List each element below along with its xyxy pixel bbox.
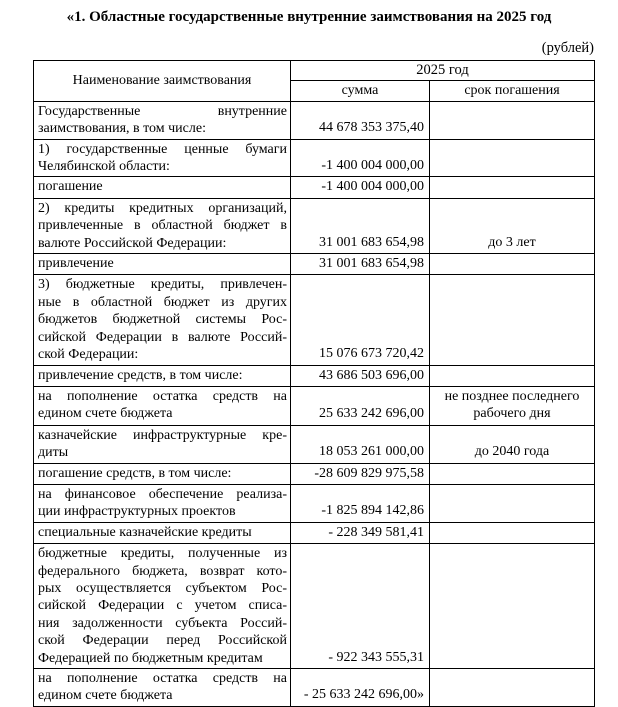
amount-cell: 15 076 673 720,42 bbox=[291, 275, 430, 365]
table-row bbox=[34, 463, 595, 484]
table-row bbox=[34, 522, 595, 543]
borrowing-name-cell bbox=[34, 365, 291, 386]
amount-cell: -1 825 894 142,86 bbox=[291, 484, 430, 522]
header-row-year bbox=[34, 61, 595, 81]
borrowing-name-cell bbox=[34, 177, 291, 198]
table-row bbox=[34, 139, 595, 177]
column-header-year: 2025 год bbox=[291, 61, 595, 81]
borrowing-name-line: специальные казначейские кредиты bbox=[38, 524, 252, 540]
borrowing-name-line: валюте Российской Федерации: bbox=[38, 235, 227, 251]
table-row bbox=[34, 484, 595, 522]
borrowing-name-cell bbox=[34, 254, 291, 275]
amount-cell: 25 633 242 696,00 bbox=[291, 386, 430, 425]
amount-cell: 18 053 261 000,00 bbox=[291, 425, 430, 463]
borrowing-name-line: ции инфраструктурных проектов bbox=[38, 504, 236, 520]
table-row bbox=[34, 544, 595, 669]
borrowing-name-line: Федерацией по бюджетным кредитам bbox=[38, 650, 263, 666]
table-row bbox=[34, 177, 595, 198]
borrowing-name-cell bbox=[34, 484, 291, 522]
borrowing-name-line: привлеченные в областной бюджет в bbox=[38, 218, 287, 234]
repayment-term-cell bbox=[430, 275, 595, 365]
borrowing-name-cell bbox=[34, 198, 291, 253]
repayment-term-cell bbox=[430, 177, 595, 198]
borrowing-name-cell bbox=[34, 275, 291, 365]
repayment-term-cell bbox=[430, 386, 595, 425]
repayment-term-cell bbox=[430, 254, 595, 275]
table-body bbox=[34, 101, 595, 706]
table-row bbox=[34, 275, 595, 365]
borrowing-name-line: 2) кредиты кредитных организаций, bbox=[38, 200, 287, 216]
borrowing-name-line: диты bbox=[38, 445, 69, 461]
amount-cell: -1 400 004 000,00 bbox=[291, 139, 430, 177]
borrowing-name-line: погашение bbox=[38, 179, 103, 195]
table-header bbox=[34, 61, 595, 102]
borrowings-table bbox=[33, 60, 595, 707]
amount-cell: 44 678 353 375,40 bbox=[291, 101, 430, 139]
borrowing-name-line: бюджетов бюджетной системы Рос- bbox=[38, 312, 287, 328]
table-row bbox=[34, 365, 595, 386]
borrowing-name-cell bbox=[34, 544, 291, 669]
table-row bbox=[34, 669, 595, 707]
repayment-term-cell bbox=[430, 198, 595, 253]
borrowing-name-line: ния задолженности субъекта Россий- bbox=[38, 615, 287, 631]
borrowing-name-cell bbox=[34, 425, 291, 463]
amount-cell: - 922 343 555,31 bbox=[291, 544, 430, 669]
table-row bbox=[34, 425, 595, 463]
borrowing-name-line: погашение средств, в том числе: bbox=[38, 465, 232, 481]
borrowing-name-line: 3) бюджетные кредиты, привлечен- bbox=[38, 277, 287, 293]
repayment-term-cell bbox=[430, 425, 595, 463]
borrowing-name-line: федерального бюджета, возврат кото- bbox=[38, 563, 287, 579]
borrowing-name-line: сийской Федерации с учетом списа- bbox=[38, 598, 287, 614]
borrowing-name-line: рых осуществляется субъектом Рос- bbox=[38, 580, 287, 596]
table-row bbox=[34, 101, 595, 139]
repayment-term-cell bbox=[430, 101, 595, 139]
column-header-term: срок погашения bbox=[430, 81, 595, 101]
table-row bbox=[34, 198, 595, 253]
borrowing-name-cell bbox=[34, 522, 291, 543]
table-row bbox=[34, 254, 595, 275]
table-row bbox=[34, 386, 595, 425]
repayment-term-cell bbox=[430, 544, 595, 669]
amount-cell: -1 400 004 000,00 bbox=[291, 177, 430, 198]
repayment-term-line: не позднее последнего bbox=[444, 388, 580, 404]
borrowing-name-cell bbox=[34, 139, 291, 177]
amount-cell: - 228 349 581,41 bbox=[291, 522, 430, 543]
borrowing-name-line: привлечение средств, в том числе: bbox=[38, 367, 243, 383]
borrowing-name-line: 1) государственные ценные бумаги bbox=[38, 141, 287, 157]
amount-cell: 43 686 503 696,00 bbox=[291, 365, 430, 386]
borrowing-name-cell bbox=[34, 386, 291, 425]
borrowing-name-line: ской Федерации: bbox=[38, 347, 139, 363]
borrowing-name-line: Челябинской области: bbox=[38, 159, 170, 175]
borrowing-name-line: едином счете бюджета bbox=[38, 406, 173, 422]
borrowing-name-line: на пополнение остатка средств на bbox=[38, 671, 287, 686]
borrowing-name-line: бюджетные кредиты, полученные из bbox=[38, 546, 287, 562]
amount-cell: -28 609 829 975,58 bbox=[291, 463, 430, 484]
borrowing-name-line: на пополнение остатка средств на bbox=[38, 388, 287, 404]
repayment-term-cell bbox=[430, 463, 595, 484]
repayment-term-cell bbox=[430, 669, 595, 707]
borrowing-name-line: Государственные внутренние bbox=[38, 103, 287, 119]
repayment-term-cell bbox=[430, 484, 595, 522]
repayment-term-line: рабочего дня bbox=[473, 406, 551, 422]
amount-cell: 31 001 683 654,98 bbox=[291, 254, 430, 275]
repayment-term-line: до 3 лет bbox=[488, 234, 536, 250]
repayment-term-cell bbox=[430, 522, 595, 543]
repayment-term-cell bbox=[430, 365, 595, 386]
borrowing-name-line: ской Федерации перед Российской bbox=[38, 633, 287, 649]
borrowing-name-line: привлечение bbox=[38, 256, 114, 272]
borrowing-name-line: ные в областной бюджет из других bbox=[38, 294, 287, 310]
units-note: (рублей) bbox=[541, 40, 594, 56]
borrowing-name-line: едином счете бюджета bbox=[38, 688, 173, 704]
borrowing-name-line: заимствования, в том числе: bbox=[38, 121, 206, 137]
borrowing-name-cell bbox=[34, 669, 291, 707]
borrowing-name-line: казначейские инфраструктурные кре- bbox=[38, 427, 287, 443]
amount-cell: - 25 633 242 696,00» bbox=[291, 669, 430, 707]
amount-cell: 31 001 683 654,98 bbox=[291, 198, 430, 253]
borrowing-name-line: на финансовое обеспечение реализа- bbox=[38, 486, 287, 502]
borrowing-name-cell bbox=[34, 101, 291, 139]
borrowing-name-cell bbox=[34, 463, 291, 484]
column-header-sum: сумма bbox=[291, 81, 430, 101]
repayment-term-line: до 2040 года bbox=[474, 444, 550, 460]
page-title: «1. Областные государственные внутренние заимствования на 2025 год bbox=[66, 9, 552, 25]
repayment-term-cell bbox=[430, 139, 595, 177]
column-header-name: Наименование заимствования bbox=[34, 61, 291, 102]
borrowing-name-line: сийской Федерации в валюте Россий- bbox=[38, 329, 287, 345]
